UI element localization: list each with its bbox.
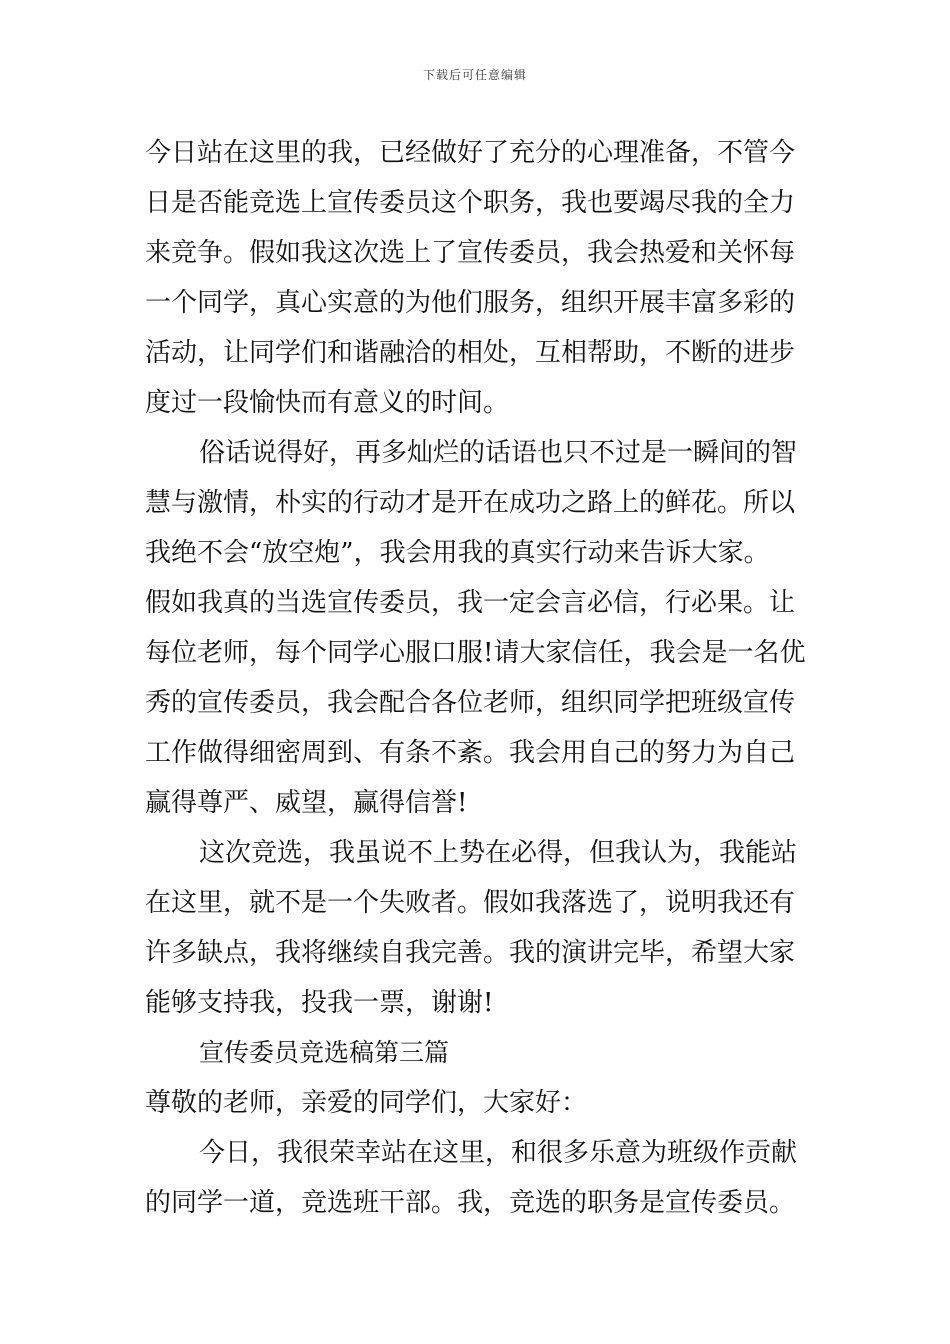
paragraph-start-line: 俗话说得好，再多灿烂的话语也只不过是一瞬间的智 — [199, 438, 798, 468]
text-line: 秀的宣传委员，我会配合各位老师，组织同学把班级宣传 — [145, 688, 796, 718]
text-line: 来竞争。假如我这次选上了宣传委员，我会热爱和关怀每 — [145, 238, 796, 268]
text-line: 许多缺点，我将继续自我完善。我的演讲完毕，希望大家 — [145, 938, 796, 968]
text-line: 假如我真的当选宣传委员，我一定会言必信，行必果。让 — [145, 588, 796, 618]
salutation-line: 尊敬的老师，亲爱的同学们，大家好： — [145, 1088, 588, 1118]
text-line: 慧与激情，朴实的行动才是开在成功之路上的鲜花。所以 — [145, 488, 796, 518]
text-line: 日是否能竞选上宣传委员这个职务，我也要竭尽我的全力 — [145, 188, 796, 218]
paragraph-start-line: 今日，我很荣幸站在这里，和很多乐意为班级作贡献 — [199, 1138, 798, 1168]
text-line: 能够支持我，投我一票，谢谢! — [145, 988, 494, 1018]
text-line: 在这里，就不是一个失败者。假如我落选了，说明我还有 — [145, 888, 796, 918]
text-line: 度过一段愉快而有意义的时间。 — [145, 388, 510, 418]
text-line: 活动，让同学们和谐融洽的相处，互相帮助，不断的进步 — [145, 338, 796, 368]
text-line: 我绝不会“放空炮”，我会用我的真实行动来告诉大家。 — [145, 538, 770, 568]
text-line: 赢得尊严、威望，赢得信誉! — [145, 788, 468, 818]
paragraph-start-line: 这次竞选，我虽说不上势在必得，但我认为，我能站 — [199, 838, 798, 868]
text-line: 工作做得细密周到、有条不紊。我会用自己的努力为自己 — [145, 738, 796, 768]
page-header: 下载后可任意编辑 — [422, 68, 527, 82]
text-line: 每位老师，每个同学心服口服!请大家信任，我会是一名优 — [145, 638, 806, 668]
document-body — [145, 128, 809, 1228]
text-line: 一个同学，真心实意的为他们服务，组织开展丰富多彩的 — [145, 288, 796, 318]
text-line: 的同学一道，竞选班干部。我，竞选的职务是宣传委员。 — [145, 1188, 796, 1218]
text-line: 今日站在这里的我，已经做好了充分的心理准备，不管今 — [145, 138, 796, 168]
section-heading: 宣传委员竞选稿第三篇 — [199, 1038, 450, 1067]
